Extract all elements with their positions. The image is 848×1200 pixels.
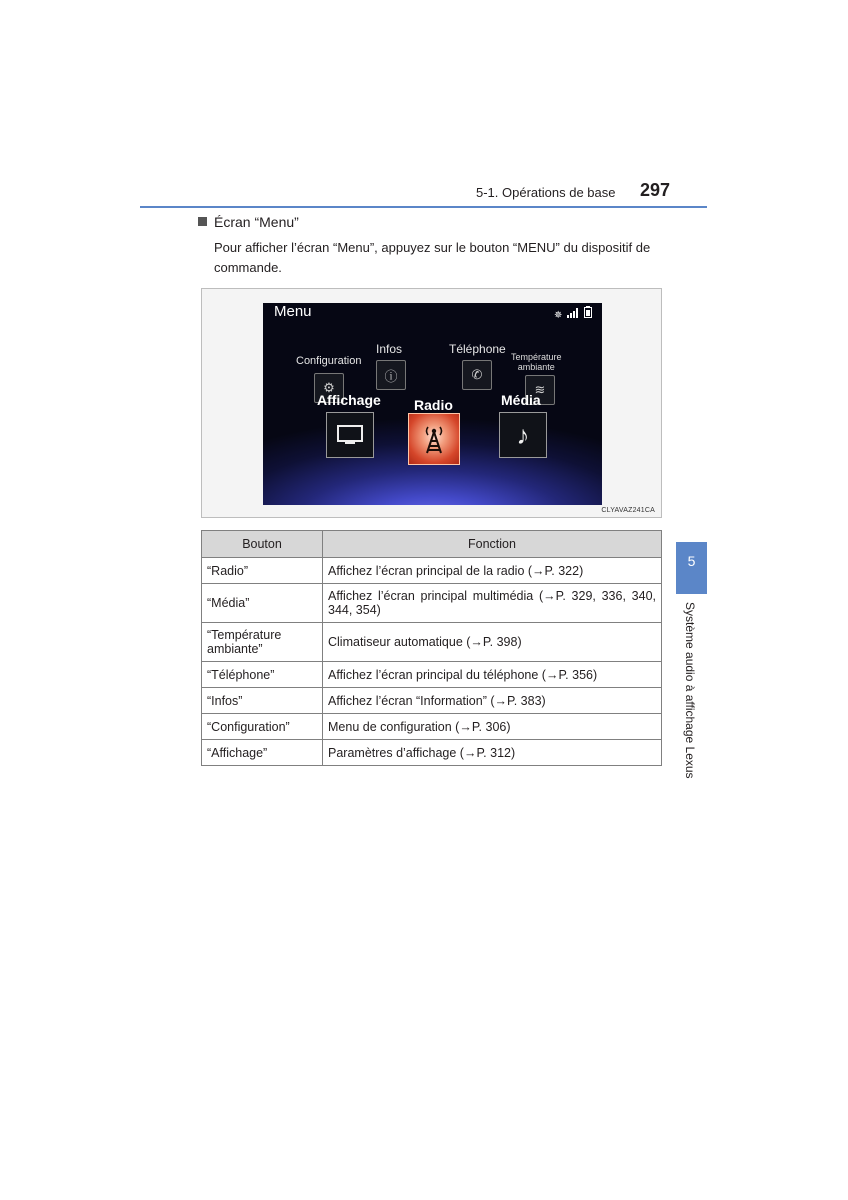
menu-screen <box>263 303 602 505</box>
table-cell-fonction: Menu de configuration (→P. 306) <box>323 714 662 740</box>
header-section: 5-1. Opérations de base <box>476 185 616 200</box>
table-cell-bouton: “Radio” <box>202 558 323 584</box>
table-cell-fonction: Affichez l’écran principal de la radio (→P. 322) <box>323 558 662 584</box>
page-number: 297 <box>640 180 671 200</box>
chapter-tab-number: 5 <box>676 542 707 594</box>
table-cell-fonction: Affichez l’écran principal du téléphone (→P. 356) <box>323 662 662 688</box>
screen-title: Menu <box>274 303 312 320</box>
phone-icon[interactable]: ✆ <box>462 360 492 390</box>
chapter-tab-text: Système audio à affichage Lexus <box>683 602 697 779</box>
table-row <box>202 740 662 766</box>
table-cell-fonction: Affichez l’écran principal multimédia (→P. 329, 336, 340, 344, 354) <box>323 584 662 623</box>
table-cell-bouton: “Configuration” <box>202 714 323 740</box>
display-icon[interactable] <box>326 412 374 458</box>
menu-label-temperature: Température ambiante <box>511 352 562 372</box>
table-cell-bouton: “Affichage” <box>202 740 323 766</box>
section-title <box>198 214 299 230</box>
info-icon[interactable]: ⓘ <box>376 360 406 390</box>
signal-icon <box>567 308 579 321</box>
menu-label-media: Média <box>501 392 541 408</box>
intro-paragraph: Pour afficher l’écran “Menu”, appuyez sur le bouton “MENU” du dispositif de commande. <box>214 240 651 275</box>
menu-label-radio: Radio <box>414 397 453 413</box>
figure-code: CLYAVAZ241CA <box>601 507 655 514</box>
section-title-text: Écran “Menu” <box>214 214 299 230</box>
table-header-row <box>202 531 662 558</box>
table-cell-fonction: Affichez l’écran “Information” (→P. 383) <box>323 688 662 714</box>
radio-tower-icon[interactable] <box>408 413 460 465</box>
menu-label-telephone: Téléphone <box>449 342 506 356</box>
menu-figure <box>201 288 662 518</box>
button-function-table <box>201 530 662 766</box>
table-cell-bouton: “Média” <box>202 584 323 623</box>
table-row <box>202 714 662 740</box>
table-row <box>202 662 662 688</box>
music-note-icon[interactable]: ♪ <box>499 412 547 458</box>
status-icons <box>552 306 592 321</box>
table-cell-bouton: “Téléphone” <box>202 662 323 688</box>
menu-label-infos: Infos <box>376 342 403 356</box>
table-cell-bouton: “Température ambiante” <box>202 623 323 662</box>
table-row <box>202 688 662 714</box>
bluetooth-icon: ✵ <box>554 310 563 321</box>
column-header-bouton: Bouton <box>202 531 323 558</box>
battery-icon <box>584 306 592 321</box>
menu-label-configuration: Configuration <box>296 355 362 367</box>
header-rule <box>140 206 707 208</box>
table-cell-bouton: “Infos” <box>202 688 323 714</box>
table-row <box>202 623 662 662</box>
column-header-fonction: Fonction <box>323 531 662 558</box>
climate-icon[interactable]: ≋ <box>525 375 555 405</box>
table-cell-fonction: Climatiseur automatique (→P. 398) <box>323 623 662 662</box>
menu-label-affichage: Affichage <box>317 392 381 408</box>
square-bullet-icon <box>198 217 207 226</box>
table-cell-fonction: Paramètres d’affichage (→P. 312) <box>323 740 662 766</box>
table-row <box>202 584 662 623</box>
table-row <box>202 558 662 584</box>
settings-icon[interactable]: ⚙ <box>314 373 344 403</box>
